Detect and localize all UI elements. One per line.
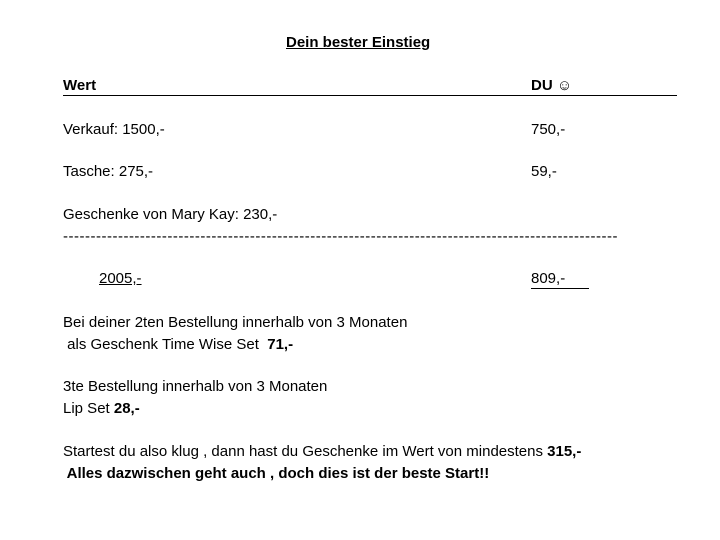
closing-text: Startest du also klug , dann hast du Geschenke im Wert von mindestens [63, 443, 548, 460]
third-order-line1: 3te Bestellung innerhalb von 3 Monaten [63, 378, 328, 395]
header-left-label: Wert [63, 77, 97, 94]
second-order-text: als Geschenk Time Wise Set [63, 336, 264, 353]
row-verkauf-label: Verkauf: 1500,- [63, 121, 165, 138]
third-order-text: Lip Set [63, 400, 114, 417]
gifts-line: Geschenke von Mary Kay: 230,- [63, 206, 278, 223]
totals-right-value: 809,- [531, 270, 589, 289]
closing-value: 315,- [547, 443, 582, 460]
dashed-separator: ----------------------------------------------------------------------------------------------------- [63, 228, 619, 245]
second-order-line1: Bei deiner 2ten Bestellung innerhalb von 3 Monaten [63, 314, 408, 331]
second-order-line2 [63, 336, 293, 354]
second-order-value: 71,- [267, 336, 294, 353]
third-order-line2 [63, 400, 140, 418]
page-title: Dein bester Einstieg [286, 34, 431, 51]
closing-line2: Alles dazwischen geht auch , doch dies ist der beste Start!! [63, 465, 490, 482]
closing-line1 [63, 443, 581, 461]
row-tasche-value: 59,- [531, 163, 557, 180]
row-tasche-label: Tasche: 275,- [63, 163, 154, 180]
third-order-value: 28,- [113, 400, 140, 417]
totals-left-value: 2005,- [99, 270, 142, 287]
header-underline [63, 95, 677, 96]
header-right-label: DU ☺ [531, 77, 573, 94]
row-verkauf-value: 750,- [531, 121, 566, 138]
